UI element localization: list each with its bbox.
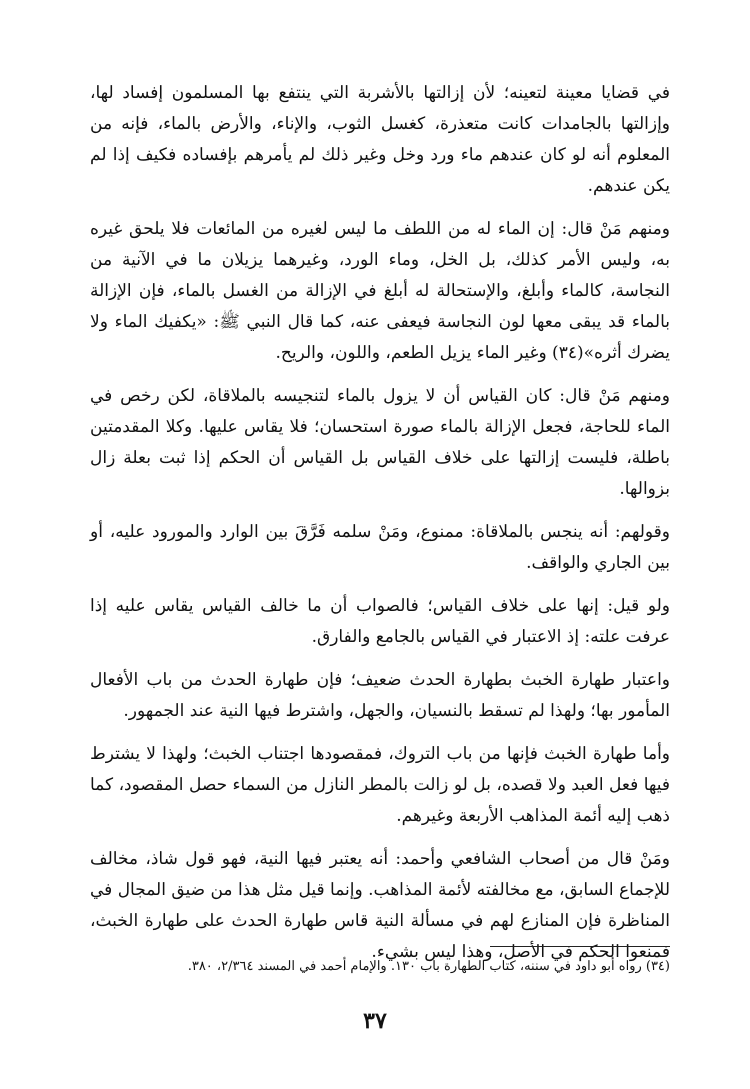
main-text xyxy=(90,78,670,980)
paragraph-7: وأما طهارة الخبث فإنها من باب التروك، فمقصودها اجتناب الخبث؛ ولهذا لا يشترط فيها فعل العبد ولا قصده، بل لو زالت بالمطر النازل من السماء حصل المقصود، كما ذهب إليه أئمة المذاهب الأربعة وغيرهم. xyxy=(90,744,670,826)
paragraph-6: واعتبار طهارة الخبث بطهارة الحدث ضعيف؛ فإن طهارة الحدث من باب الأفعال المأمور بها؛ ولهذا لم تسقط بالنسيان، والجهل، واشترط فيها النية عند الجمهور. xyxy=(90,670,670,721)
paragraph-4: وقولهم: أنه ينجس بالملاقاة: ممنوع، ومَنْ سلمه فَرَّقَ بين الوارد والمورود عليه، أو بين الجاري والواقف. xyxy=(90,522,670,573)
paragraph-8: ومَنْ قال من أصحاب الشافعي وأحمد: أنه يعتبر فيها النية، فهو قول شاذ، مخالف للإجماع السابق، مع مخالفته لأئمة المذاهب. وإنما قيل مثل هذا من ضيق المجال في المناظرة فإن المنازع لهم في مسألة النية قاس طهارة الحدث على طهارة الخبث، فمنعوا الحكم في الأصل، وهذا ليس بشيء. xyxy=(90,849,670,962)
paragraph-5: ولو قيل: إنها على خلاف القياس؛ فالصواب أن ما خالف القياس يقاس عليه إذا عرفت علته: إذ الاعتبار في القياس بالجامع والفارق. xyxy=(90,596,670,647)
paragraph-3: ومنهم مَنْ قال: كان القياس أن لا يزول بالماء لتنجيسه بالملاقاة، لكن رخص في الماء للحاجة، فجعل الإزالة بالماء صورة استحسان؛ فلا يقاس عليها. وكلا المقدمتين باطلة، فليست إزالتها على خلاف القياس بل القياس أن الحكم إذا ثبت بعلة زال بزوالها. xyxy=(90,386,670,499)
paragraph-1: في قضايا معينة لتعينه؛ لأن إزالتها بالأشربة التي ينتفع بها المسلمون إفساد لها، وإزالتها بالجامدات كانت متعذرة، كغسل الثوب، والإناء، والأرض بالماء، فإنه من المعلوم أنه لو كان عندهم ماء ورد وخل وغير ذلك لم يأمرهم بإفساده فكيف إذا لم يكن عندهم. xyxy=(90,83,670,196)
footnote: (٣٤) رواه أبو داود في سننه، كتاب الطهارة باب ١٣٠. والإمام أحمد في المسند ٢/٣٦٤، ٣٨٠. xyxy=(187,959,670,974)
page-number: ٣٧ xyxy=(363,1008,387,1034)
footnote-divider xyxy=(490,946,670,947)
paragraph-2: ومنهم مَنْ قال: إن الماء له من اللطف ما ليس لغيره من المائعات فلا يلحق غيره به، وليس الأمر كذلك، بل الخل، وماء الورد، وغيرهما يزيلان ما في الآنية من النجاسة، كالماء وأبلغ، والإستحالة له أبلغ في الإزالة من الغسل بالماء، فإن الإزالة بالماء قد يبقى معها لون النجاسة فيعفى عنه، كما قال النبي ﷺ: «يكفيك الماء ولا يضرك أثره»(٣٤) وغير الماء يزيل الطعم، واللون، والريح. xyxy=(90,219,670,363)
